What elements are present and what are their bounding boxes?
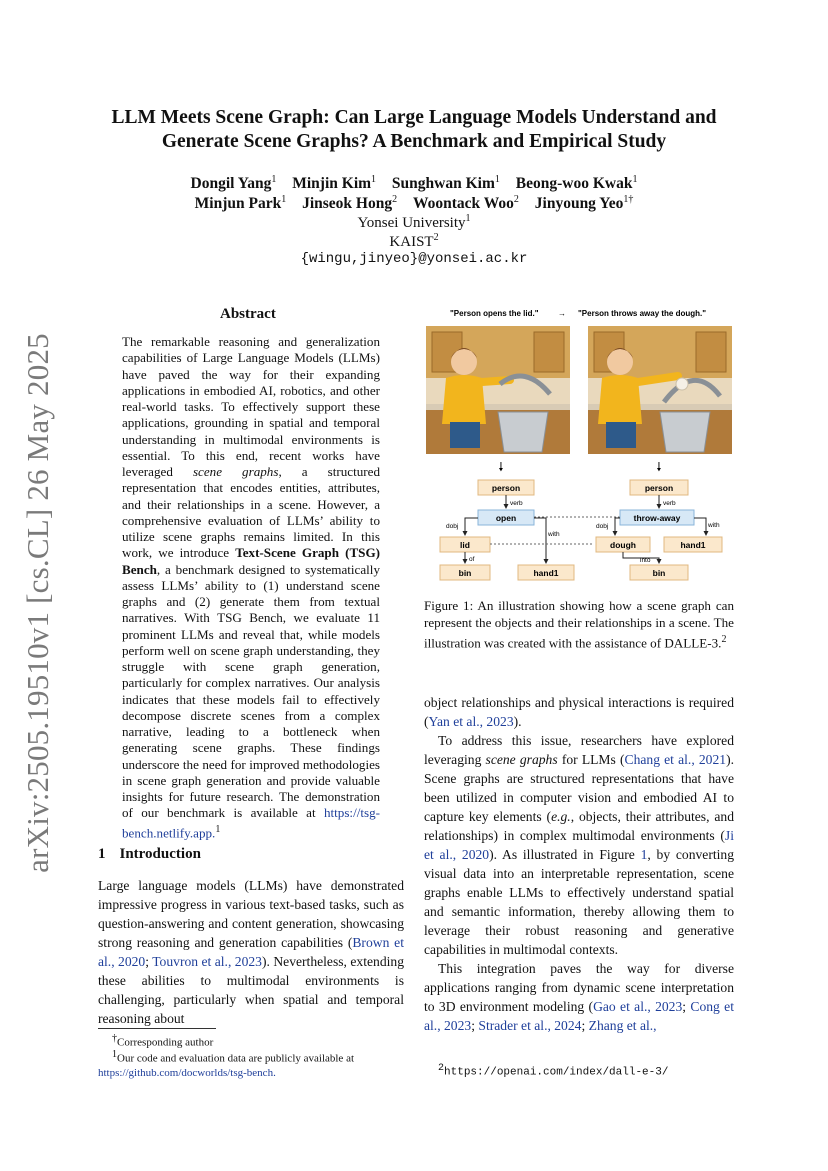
node-throw-away: throw-away bbox=[633, 513, 681, 523]
affiliation-2: KAIST$^2$ bbox=[389, 232, 439, 250]
abstract-heading: Abstract bbox=[220, 306, 276, 322]
edge-verb: verb bbox=[663, 500, 676, 507]
arxiv-identifier-stamp bbox=[8, 333, 68, 873]
demo-link[interactable]: https://tsg-bench.netlify.app. bbox=[122, 805, 380, 840]
footnote-dalle: $^2$https://openai.com/index/dall-e-3/ bbox=[438, 1063, 669, 1079]
edge-dobj: dobj bbox=[596, 523, 609, 530]
footnote-corresponding: †Corresponding author bbox=[112, 1033, 214, 1049]
author: Jinyoung Yeo$^{1\dagger}$ bbox=[534, 194, 634, 213]
citation-link[interactable]: Ji et al., 2020 bbox=[424, 828, 734, 862]
node-person: person bbox=[644, 483, 674, 493]
author: Dongil Yang$^1$ bbox=[190, 174, 277, 193]
footnote-divider bbox=[98, 1028, 216, 1029]
quote-right: "Person throws away the dough." bbox=[578, 309, 707, 318]
introduction-text: Large language models (LLMs) have demonstrated impressive progress in various text-based tasks, such as question-answering and content generation, showcasing strong reasoning and generation capabilities (Brown et al., 2020; Touvron et al., 2023). Nevertheless, extending these abilities to multimodal environments is challenging, particularly when spatial and temporal reasoning about bbox=[98, 878, 404, 1026]
down-arrow-icon: 🠗 bbox=[498, 460, 504, 474]
quote-left: "Person opens the lid." bbox=[450, 309, 539, 318]
quote-arrow: → bbox=[558, 309, 566, 318]
node-bin: bin bbox=[652, 568, 666, 578]
author: Minjun Park$^1$ bbox=[194, 194, 287, 213]
down-arrow-icon: 🠗 bbox=[656, 460, 662, 474]
paper-title bbox=[90, 106, 738, 154]
author: Sunghwan Kim$^1$ bbox=[391, 174, 500, 193]
author-row-1 bbox=[90, 174, 738, 193]
edge-of: of bbox=[469, 556, 475, 563]
abstract-text: The remarkable reasoning and generalization capabilities of Large Language Models (LLMs) have paved the way for their expanding applications in embodied AI, robotics, and other real-world tasks. To effectively support these applications, grounding in spatial and temporal understanding in multimodal environments is essential. To this end, recent works have leveraged scene graphs, a structured representation that encodes entities, attributes, and their relationships in a scene. However, a comprehensive evaluation of LLMs’ ability to utilize scene graphs remains limited. In this work, we introduce Text-Scene Graph (TSG) Bench, a benchmark designed to systematically assess LLMs’ ability to (1) understand scene graphs and (2) generate them from textual narratives. With TSG Bench, we evaluate 11 prominent LLMs and reveal that, while models perform well on scene graph understanding, they struggle with scene graph generation, particularly for complex narratives. Our analysis indicates that these models fail to effectively decompose discrete scenes from a complex narrative, leading to a bottleneck when generating scene graphs. These findings underscore the need for improved methodologies in scene graph generation and provide valuable insights for future research. The demonstration of our benchmark is available at https://tsg-bench.netlify.app.$^1$ bbox=[122, 334, 381, 840]
edge-with: with bbox=[548, 531, 560, 538]
author: Jinseok Hong$^2$ bbox=[302, 194, 398, 213]
author: Minjin Kim$^1$ bbox=[292, 174, 377, 193]
author: Beong-woo Kwak$^1$ bbox=[515, 174, 638, 193]
introduction-text-right-column: object relationships and physical interactions is required (Yan et al., 2023). To address this issue, researchers have explored leveraging scene graphs for LLMs (Chang et al., 2021). Scene graphs are structured representations that have been utilized in computer vision and embodied AI to capture key elements (e.g., objects, their attributes, and relationships) in complex multimodal environments (Ji et al., 2020). As illustrated in Figure 1, by converting visual data into an interpretable representation, scene graphs enable LLMs to effectively understand spatial and semantic information, thereby allowing them to leverage their robust reasoning and generative capabilities in multimodal contexts. This integration paves the way for diverse applications ranging from dynamic scene interpretation to 3D environment modeling (Gao et al., 2023; Cong et al., 2023; Strader et al., 2024; Zhang et al., bbox=[424, 695, 735, 1033]
node-open: open bbox=[495, 513, 517, 523]
node-person: person bbox=[491, 483, 521, 493]
citation-link[interactable]: Touvron et al., 2023 bbox=[152, 954, 262, 969]
github-link[interactable]: https://github.com/docworlds/tsg-bench. bbox=[98, 1066, 276, 1079]
footnote-code: $^1$Our code and evaluation data are publicly available at https://github.com/docworlds/tsg-bench. bbox=[98, 1049, 355, 1079]
node-dough: dough bbox=[610, 540, 636, 550]
citation-link[interactable]: Zhang et al., bbox=[588, 1018, 657, 1033]
edge-into: into bbox=[640, 557, 651, 564]
node-hand1: hand1 bbox=[533, 568, 559, 578]
citation-link[interactable]: Strader et al., 2024 bbox=[478, 1018, 582, 1033]
edge-with: with bbox=[708, 522, 720, 529]
scene-graph-left bbox=[440, 480, 574, 580]
figure-reference-link[interactable]: 1 bbox=[640, 847, 648, 862]
title-line-2: Generate Scene Graphs? A Benchmark and Empirical Study bbox=[161, 131, 667, 152]
title-line-1: LLM Meets Scene Graph: Can Large Language Models Understand and bbox=[111, 107, 717, 128]
citation-link[interactable]: Brown et al., 2020 bbox=[98, 935, 404, 969]
author: Woontack Woo$^2$ bbox=[412, 194, 519, 213]
figure-1 bbox=[424, 304, 734, 586]
section-heading-introduction: 1 Introduction bbox=[98, 846, 201, 862]
node-bin: bin bbox=[458, 568, 472, 578]
citation-link[interactable]: Chang et al., 2021 bbox=[624, 752, 727, 767]
illustration-person-opens-lid bbox=[426, 326, 570, 454]
node-hand1: hand1 bbox=[680, 540, 706, 550]
affiliation-1: Yonsei University$^1$ bbox=[357, 213, 471, 231]
node-lid: lid bbox=[460, 540, 470, 550]
edge-dobj: dobj bbox=[446, 523, 459, 530]
citation-link[interactable]: Gao et al., 2023 bbox=[593, 999, 683, 1014]
scene-graph-illustration bbox=[424, 304, 734, 586]
scene-graph-right bbox=[596, 480, 722, 580]
citation-link[interactable]: Cong et al., 2023 bbox=[424, 999, 734, 1033]
citation-link[interactable]: Yan et al., 2023 bbox=[428, 714, 514, 729]
author-row-2 bbox=[90, 194, 738, 213]
contact-email: {wingu,jinyeo}@yonsei.ac.kr bbox=[300, 251, 528, 267]
arxiv-stamp-text: arXiv:2505.19510v1 [cs.CL] 26 May 2025 bbox=[20, 333, 55, 873]
figure-1-caption: Figure 1: An illustration showing how a scene graph can represent the objects and their relationships in a scene. The illustration was created with the assistance of DALLE-3.$^2$ bbox=[424, 598, 734, 651]
edge-verb: verb bbox=[510, 500, 523, 507]
illustration-person-throws-dough bbox=[588, 326, 732, 454]
